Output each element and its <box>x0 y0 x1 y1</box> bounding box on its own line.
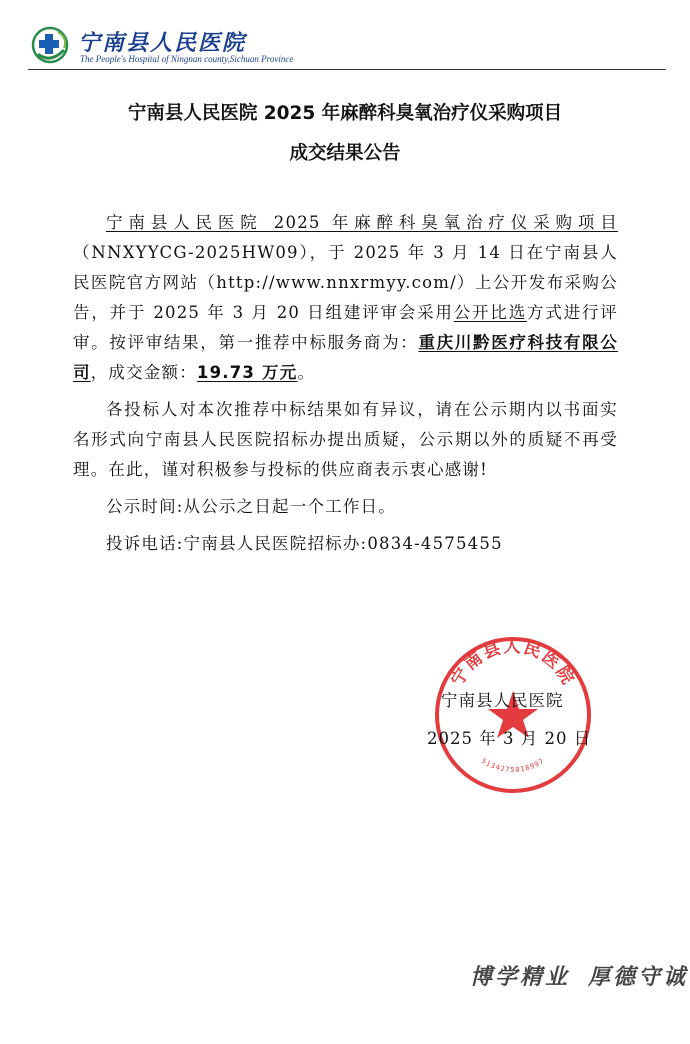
svg-text:宁南县人民医院 <box>447 637 580 689</box>
hospital-name-en: The People's Hospital of Ningnan county,Sichuan Province <box>80 54 294 64</box>
paragraph-text: 。 <box>297 363 316 382</box>
motto-left: 博学精业 <box>470 964 571 990</box>
hospital-name-cn: 宁南县人民医院 <box>78 30 247 56</box>
svg-text:5134275018997 <box>480 757 546 774</box>
hospital-motto <box>470 960 688 991</box>
letterhead <box>28 22 668 70</box>
seal-text: 宁南县人民医院 <box>447 637 579 690</box>
paragraph-result <box>73 208 618 388</box>
notice-subtitle: 成交结果公告 <box>289 143 401 164</box>
signature-org: 宁南县人民医院 <box>441 691 564 710</box>
official-seal <box>431 633 595 797</box>
procurement-method: 公开比选 <box>453 303 528 322</box>
paragraph-complaint-phone: 投诉电话:宁南县人民医院招标办:0834-4575455 <box>106 534 503 553</box>
signature-date: 2025 年 3 月 20 日 <box>427 729 592 748</box>
hospital-logo-icon <box>28 24 72 66</box>
paragraph-publicity-period: 公示时间:从公示之日起一个工作日。 <box>106 497 396 516</box>
paragraph-text: ，成交金额： <box>90 363 197 382</box>
paragraph-text: （NNXYYCG-2025HW09），于 2025 年 3 月 14 日在宁南县人民医院官方网站（http://www.nnxrmyy.com/）上公开发布采购公告，并于 2025 年 3 月 20 日组建评审会采用 <box>73 243 618 322</box>
winning-vendor: 重庆川黔医疗科技有限公司 <box>73 333 618 382</box>
paragraph-text: 方式进行评审。按评审结果，第一推荐中标服务商为： <box>73 303 618 352</box>
project-name: 宁南县人民医院 2025 年麻醉科臭氧治疗仪采购项目 <box>106 213 618 232</box>
contract-amount: 19.73 万元 <box>196 363 298 382</box>
notice-body <box>73 208 618 566</box>
seal-number: 5134275018997 <box>479 756 547 774</box>
motto-right: 厚德守诚 <box>588 964 689 990</box>
header-divider <box>28 69 666 70</box>
notice-title: 宁南县人民医院 2025 年麻醉科臭氧治疗仪采购项目 <box>127 103 563 124</box>
paragraph-objection: 各投标人对本次推荐中标结果如有异议，请在公示期内以书面实名形式向宁南县人民医院招标办提出质疑，公示期以外的质疑不再受理。在此，谨对积极参与投标的供应商表示衷心感谢! <box>73 400 618 479</box>
